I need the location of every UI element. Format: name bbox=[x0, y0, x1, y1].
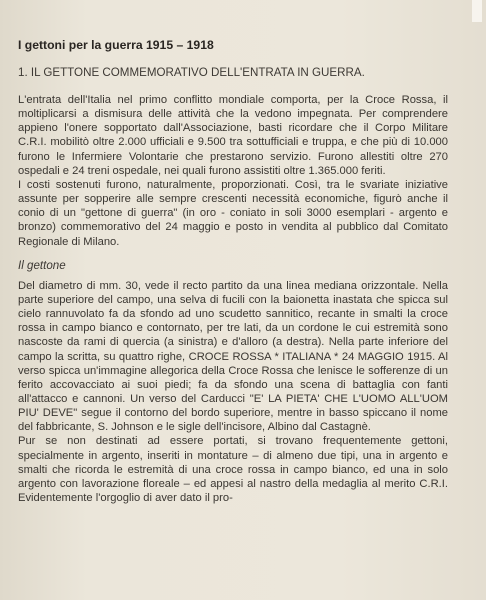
body-paragraph-2: Pur se non destinati ad essere portati, si trovano frequentemente gettoni, specialmente in argento, inseriti in montature – di almeno due tipi, una in argento e smalti che ricorda le estremità di una croce rossa in campo bianco, ed una in solo argento con lavorazione floreale – ed appesi al nastro della medaglia al merito C.R.I. Evidentemente l'orgoglio di aver dato il pro- bbox=[18, 435, 448, 505]
page-content bbox=[18, 38, 448, 505]
section-title: I gettoni per la guerra 1915 – 1918 bbox=[18, 38, 214, 52]
intro-paragraph-1: L'entrata dell'Italia nel primo conflitto mondiale comporta, per la Croce Rossa, il moltiplicarsi a dismisura delle attività che la vedono impegnata. Per comprendere appieno l'onere sopportato dall'Associazione, basti ricordare che il Corpo Militare C.R.I. mobilitò oltre 2.000 ufficiali e 9.500 tra sottufficiali e truppa, e che più di 10.000 furono le Infermiere Volontarie che prestarono servizio. Furono allestiti oltre 270 ospedali e 24 treni ospedale, nei quali furono assistiti oltre 1.365.000 feriti. bbox=[18, 94, 448, 177]
body-paragraph-1: Del diametro di mm. 30, vede il recto partito da una linea mediana orizzontale. Nella parte superiore del campo, una selva di fucili con la baionetta inastata che spicca sul cielo rannuvolato fa da sfondo ad uno scudetto sannitico, recante in smalti la croce rossa in campo bianco e contornato, per tre lati, da un cordone le cui estremità sono nascoste da rami di quercia (a sinistra) e d'alloro (a destra). Nella parte inferiore del campo la scritta, su quattro righe, CROCE ROSSA * ITALIANA * 24 MAGGIO 1915. Al verso spicca un'immagine allegorica della Croce Rossa che lenisce le sofferenze di un ferito accovacciato ai suoi piedi; fa da sfondo una scena di battaglia con fanti all'attacco e cannoni. Un verso del Carducci "E' LA PIETA' CHE L'UOMO ALL'UOM PIU' DEVE" segue il contorno del bordo superiore, mentre in basso spiccano il nome del fabbricante, S. Johnson e le sigle dell'incisore, Albino dal Castagnè. bbox=[18, 279, 448, 434]
chapter-heading: 1. IL GETTONE COMMEMORATIVO DELL'ENTRATA IN GUERRA. bbox=[18, 66, 365, 79]
intro-paragraph-2: I costi sostenuti furono, naturalmente, proporzionati. Così, tra le svariate iniziative assunte per sopperire alle sempre crescenti necessità economiche, figurò anche il conio di un "gettone di guerra" (in oro - coniato in soli 3000 esemplari - argento e bronzo) commemorativo del 24 maggio e posto in vendita al pubblico dal Comitato Regionale di Milano. bbox=[18, 178, 448, 248]
page-corner-mark bbox=[472, 0, 482, 22]
subheading-gettone: Il gettone bbox=[18, 258, 66, 272]
